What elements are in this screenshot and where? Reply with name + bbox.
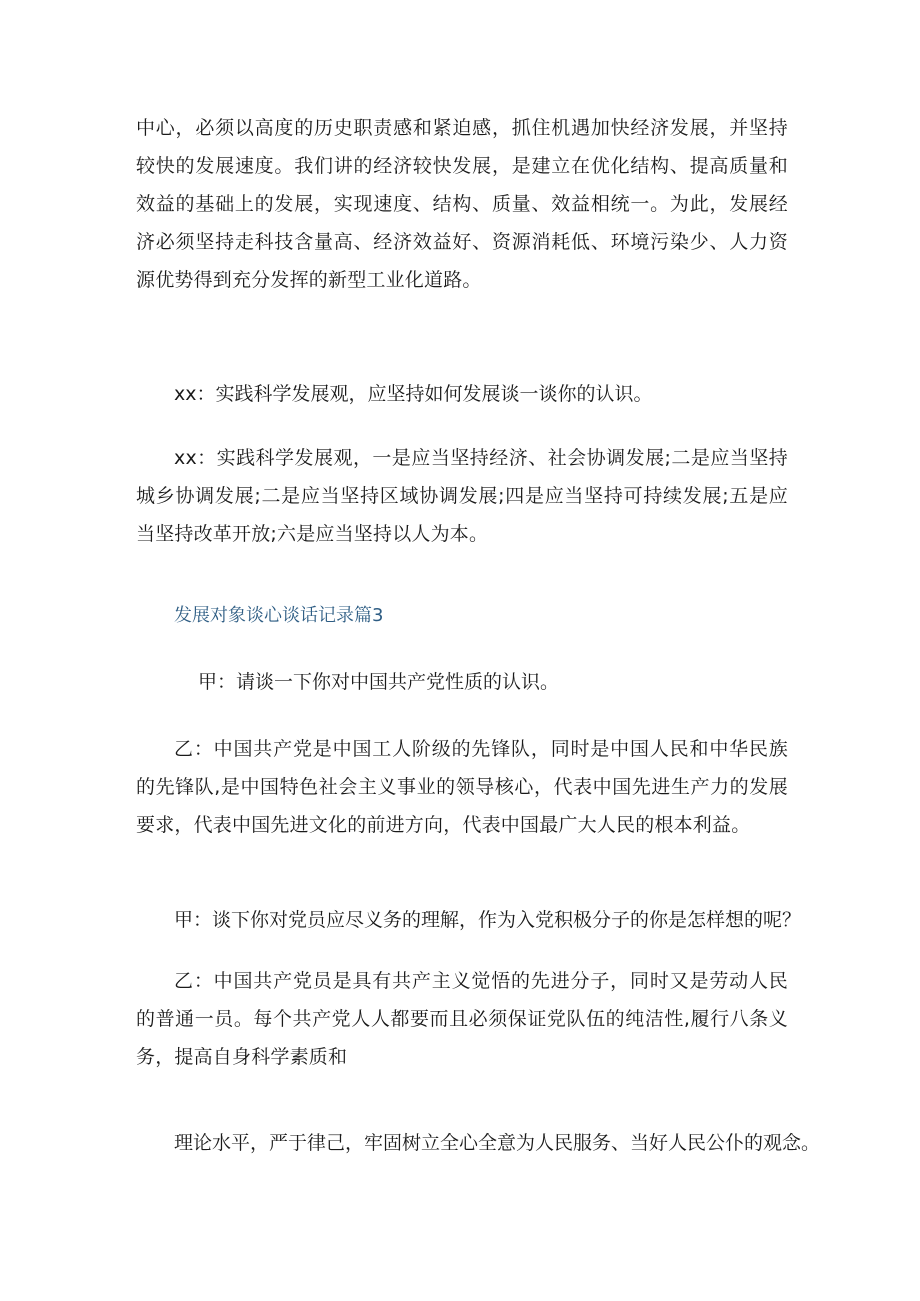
section-heading: 发展对象谈心谈话记录篇3: [174, 605, 384, 626]
paragraph-question-duties: 甲：谈下你对党员应尽义务的理解，作为入党积极分子的你是怎样想的呢？: [174, 909, 802, 931]
paragraph-question-development: xx：实践科学发展观，应坚持如何发展谈一谈你的认识。: [174, 383, 653, 405]
paragraph-answer-party-nature: 乙：中国共产党是中国工人阶级的先锋队，同时是中国人民和中华民族的先锋队,是中国特色社会主义事业的领导核心，代表中国先进生产力的发展要求，代表中国先进文化的前进方向，代表中国最广大人民的根本利益。: [136, 738, 788, 836]
paragraph-answer-duties-continued: 理论水平，严于律己，牢固树立全心全意为人民服务、当好人民公仆的观念。: [174, 1132, 821, 1154]
paragraph-answer-development: xx：实践科学发展观，一是应当坚持经济、社会协调发展;二是应当坚持城乡协调发展;二是应当坚持区域协调发展;四是应当坚持可持续发展;五是应当坚持改革开放;六是应当坚持以人为本。: [136, 447, 788, 545]
paragraph-development-economy: 中心，必须以高度的历史职责感和紧迫感，抓住机遇加快经济发展，并坚持较快的发展速度。我们讲的经济较快发展，是建立在优化结构、提高质量和效益的基础上的发展，实现速度、结构、质量、效益相统一。为此，发展经济必须坚持走科技含量高、经济效益好、资源消耗低、环境污染少、人力资源优势得到充分发挥的新型工业化道路。: [136, 117, 788, 291]
paragraph-answer-duties: 乙：中国共产党员是具有共产主义觉悟的先进分子，同时又是劳动人民的普通一员。每个共产党人人都要而且必须保证党队伍的纯洁性,履行八条义务，提高自身科学素质和: [136, 970, 788, 1068]
paragraph-question-party-nature: 甲：请谈一下你对中国共产党性质的认识。: [198, 671, 560, 693]
